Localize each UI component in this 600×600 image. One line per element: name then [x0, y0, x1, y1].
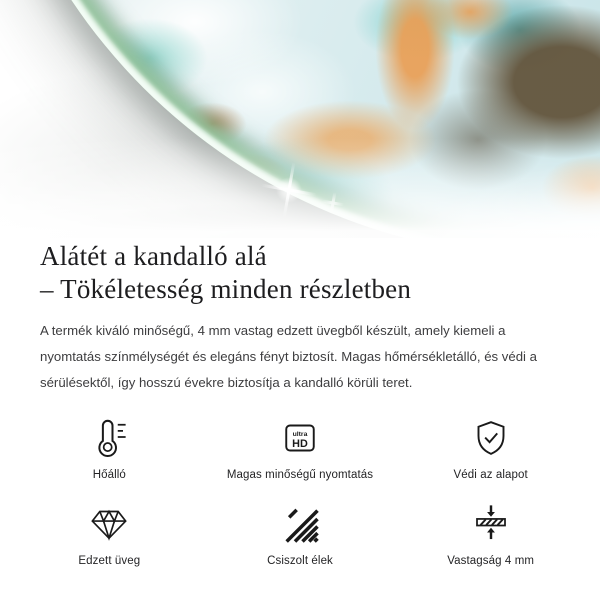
page-title — [0, 238, 600, 306]
shield-check-icon — [471, 412, 511, 458]
feature-label: Magas minőségű nyomtatás — [226, 469, 374, 481]
feature-label: Csiszolt élek — [267, 555, 333, 567]
product-photo — [0, 0, 600, 238]
feature-thickness — [395, 498, 586, 567]
feature-heat-resistant — [14, 412, 205, 481]
feature-label: Vastagság 4 mm — [447, 555, 535, 567]
title-line-1: Alátét a kandalló alá — [40, 241, 267, 271]
thermometer-icon — [88, 412, 130, 458]
feature-label: Hőálló — [92, 469, 126, 481]
feature-polished-edges — [205, 498, 396, 567]
ultra-hd-icon — [280, 412, 320, 458]
polished-edges-icon — [280, 498, 320, 544]
feature-label: Védi az alapot — [453, 469, 528, 481]
thickness-arrows-icon — [470, 498, 512, 544]
feature-grid — [14, 412, 586, 567]
feature-tempered-glass — [14, 498, 205, 567]
feature-base-protection — [395, 412, 586, 481]
glass-disc-marble-art — [0, 0, 600, 238]
product-description: A termék kiváló minőségű, 4 mm vastag edzett üvegből készült, amely kiemeli a nyomtatás színmélységét és elegáns fényt biztosít. Magas hőmérsékletálló, és védi a sérülésektől, így hosszú évekre biztosítja a kandalló körüli teret. — [40, 323, 537, 390]
feature-print-quality — [205, 412, 396, 481]
feature-label: Edzett üveg — [78, 555, 141, 567]
svg-text:HD: HD — [292, 437, 308, 450]
diamond-icon — [88, 498, 130, 544]
title-line-2: – Tökéletesség minden részletben — [40, 274, 412, 304]
svg-text:ultra: ultra — [292, 430, 308, 438]
